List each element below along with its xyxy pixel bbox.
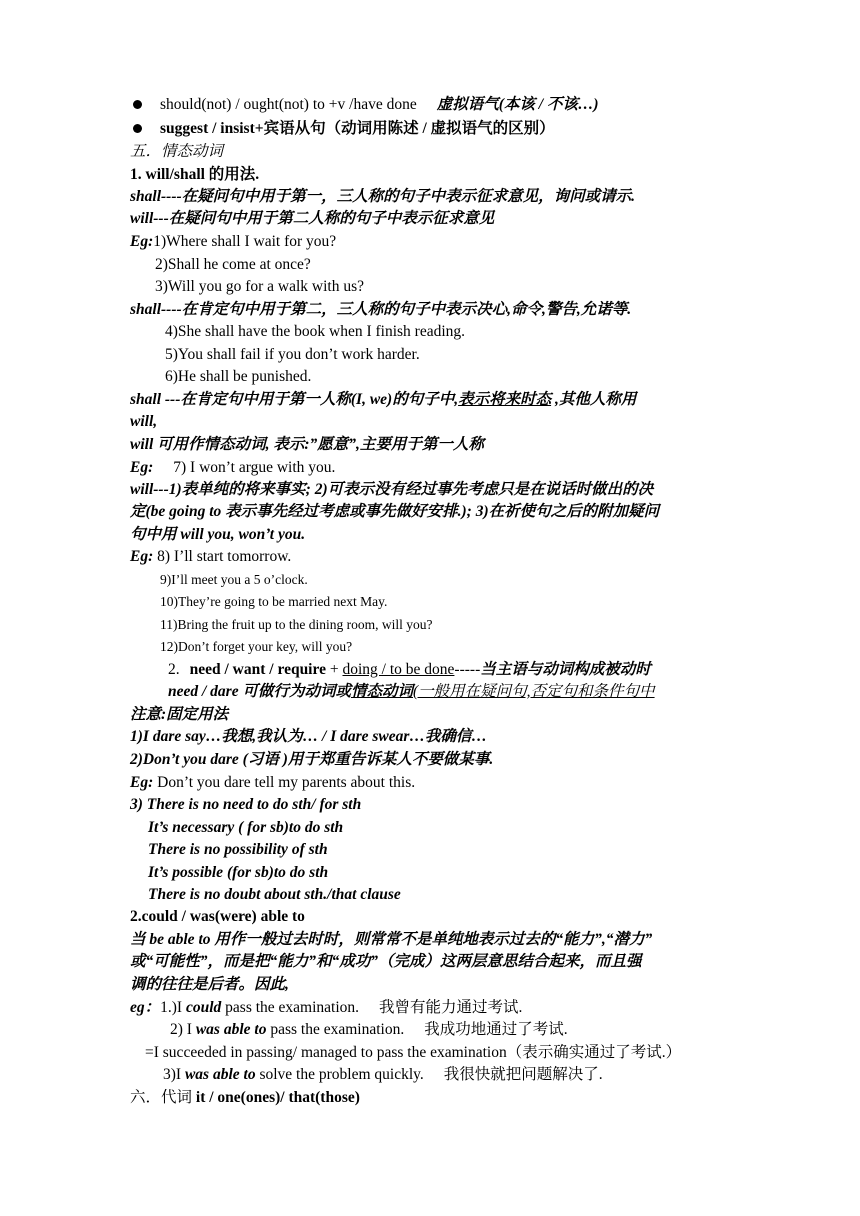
text: need / want / require bbox=[189, 661, 326, 678]
line-will-uses: 定(be going to 表示事先经过考虑或事先做好安排.); 3)在祈使句之后的附加疑问 bbox=[130, 503, 660, 520]
text: 我成功地通过了考试. bbox=[424, 1021, 568, 1038]
text: 六．代词 bbox=[130, 1089, 196, 1106]
eg-label: Eg: bbox=[130, 233, 154, 250]
example-line: 5)You shall fail if you don’t work harder. bbox=[165, 346, 420, 363]
text: 可做行为动词或 bbox=[238, 683, 351, 700]
example-line bbox=[170, 1019, 568, 1041]
text: was able to bbox=[184, 1066, 256, 1083]
example-line: 11)Bring the fruit up to the dining room, will you? bbox=[160, 617, 433, 632]
line-will-question: will---在疑问句中用于第二人称的句子中表示征求意见 bbox=[130, 210, 495, 227]
text: + bbox=[325, 661, 343, 678]
note-line: 1)I dare say…我想,我认为… / I dare swear…我确信… bbox=[130, 728, 487, 745]
text: 当主语与动词构成被动时 bbox=[480, 661, 651, 678]
text: pass the examination. bbox=[266, 1021, 405, 1038]
text: doing / to be done bbox=[342, 661, 455, 678]
text: 1.)I bbox=[160, 999, 186, 1016]
text: (一般用在疑问句,否定句和条件句中 bbox=[413, 683, 655, 700]
example-line bbox=[130, 231, 336, 253]
example-line: 6)He shall be punished. bbox=[165, 368, 312, 385]
line-shall-question: shall----在疑问句中用于第一，三人称的句子中表示征求意见，询问或请示. bbox=[130, 188, 636, 205]
line-will-uses: will---1)表单纯的将来事实; 2)可表示没有经过事先考虑只是在说话时做出的决 bbox=[130, 481, 654, 498]
section-heading-modal-verbs: 五．情态动词 bbox=[130, 143, 224, 160]
note-heading: 注意:固定用法 bbox=[130, 706, 229, 723]
example-line bbox=[130, 997, 522, 1019]
text: will, bbox=[130, 413, 158, 430]
text: was able to bbox=[195, 1021, 267, 1038]
text: 我曾有能力通过考试. bbox=[379, 999, 523, 1016]
example-line: 4)She shall have the book when I finish reading. bbox=[165, 323, 466, 340]
text: need / dare bbox=[168, 683, 239, 700]
text: should(not) / ought(not) to +v /have done bbox=[160, 96, 417, 113]
text: 虚拟语气(本该 / 不该…) bbox=[436, 96, 599, 113]
note-line: It’s possible (for sb)to do sth bbox=[148, 864, 329, 881]
example-line: 10)They’re going to be married next May. bbox=[160, 594, 388, 609]
bullet-icon bbox=[133, 100, 142, 109]
text: 情态动词 bbox=[351, 683, 414, 700]
line-be-able-to: 或“可能性”，而是把“能力”和“成功”（完成）这两层意思结合起来，而且强 bbox=[130, 953, 642, 970]
text: could bbox=[185, 999, 222, 1016]
text: Don’t you dare tell my parents about this. bbox=[153, 774, 416, 791]
note-line: 2)Don’t you dare (习语 )用于郑重告诉某人不要做某事. bbox=[130, 751, 494, 768]
text: 3)I bbox=[163, 1066, 185, 1083]
example-line: 9)I’ll meet you a 5 o’clock. bbox=[160, 572, 308, 587]
text: solve the problem quickly. bbox=[255, 1066, 424, 1083]
text: 我很快就把问题解决了. bbox=[443, 1066, 603, 1083]
text: shall ---在肯定句中用于第一人称(I, we)的句子中, bbox=[130, 391, 459, 408]
example-line: 3)Will you go for a walk with us? bbox=[155, 278, 365, 295]
note-line: There is no possibility of sth bbox=[148, 841, 328, 858]
subheading-could-was-able: 2.could / was(were) able to bbox=[130, 908, 305, 925]
line-will-willing: will 可用作情态动词, 表示:”愿意”,主要用于第一人称 bbox=[130, 436, 484, 453]
line-be-able-to: 调的往往是后者。因此, bbox=[130, 976, 289, 993]
line-modal-should bbox=[160, 94, 599, 116]
example-line: 12)Don’t forget your key, will you? bbox=[160, 639, 353, 654]
section-heading-pronouns bbox=[130, 1087, 360, 1109]
line-need-want-require bbox=[168, 659, 651, 681]
example-line bbox=[130, 457, 335, 479]
line-will-uses: 句中用 will you, won’t you. bbox=[130, 526, 306, 543]
text: pass the examination. bbox=[221, 999, 360, 1016]
note-line: It’s necessary ( for sb)to do sth bbox=[148, 819, 344, 836]
line-need-dare bbox=[168, 681, 655, 703]
text: 表示将来时态 bbox=[458, 391, 552, 408]
note-line: 3) There is no need to do sth/ for sth bbox=[130, 796, 362, 813]
example-line bbox=[130, 772, 415, 794]
example-line bbox=[163, 1064, 603, 1086]
text: 1)Where shall I wait for you? bbox=[153, 233, 337, 250]
text: ----- bbox=[454, 661, 481, 678]
text: it / one(ones)/ that(those) bbox=[195, 1089, 360, 1106]
text: 8) I’ll start tomorrow. bbox=[153, 548, 292, 565]
example-line: =I succeeded in passing/ managed to pass the examination（表示确实通过了考试.） bbox=[145, 1044, 682, 1061]
eg-label: Eg: bbox=[130, 459, 154, 476]
line-shall-first-person bbox=[130, 389, 636, 411]
line-suggest-insist: suggest / insist+宾语从句（动词用陈述 / 虚拟语气的区别） bbox=[160, 120, 555, 137]
eg-label: Eg: bbox=[130, 774, 154, 791]
eg-label: Eg: bbox=[130, 548, 154, 565]
bullet-icon bbox=[133, 124, 142, 133]
example-line: 2)Shall he come at once? bbox=[155, 256, 311, 273]
text: ,其他人称用 bbox=[551, 391, 637, 408]
text: 2. bbox=[168, 661, 180, 678]
eg-label: eg： bbox=[130, 999, 161, 1016]
subheading-will-shall: 1. will/shall 的用法. bbox=[130, 166, 260, 183]
note-line: There is no doubt about sth./that clause bbox=[148, 886, 401, 903]
text: 2) I bbox=[170, 1021, 196, 1038]
example-line bbox=[130, 546, 291, 568]
line-shall-affirmative: shall----在肯定句中用于第二，三人称的句子中表示决心,命令,警告,允诺等. bbox=[130, 301, 632, 318]
text: 7) I won’t argue with you. bbox=[173, 459, 336, 476]
line-be-able-to: 当 be able to 用作一般过去时时，则常常不是单纯地表示过去的“能力”,“潜力” bbox=[130, 931, 653, 948]
